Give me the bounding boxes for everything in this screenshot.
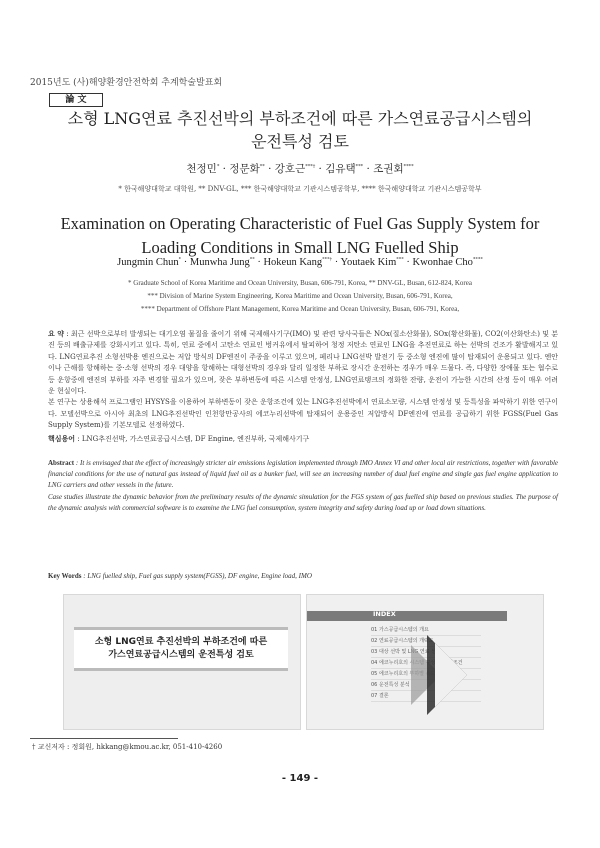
conference-header: 2015년도 (사)해양환경안전학회 추계학술발표회 xyxy=(30,78,223,88)
en-author: Munwha Jung xyxy=(189,257,250,268)
index-item: 03 대상 선박 및 LNG 연료 선정 xyxy=(371,647,481,658)
kr-authors: 천정민* · 정문화** · 강호근***† · 김유택*** · 조권회**** xyxy=(186,163,414,175)
index-item: 01 가스공급시스템의 개요 xyxy=(371,625,481,636)
kr-author: 정문화 xyxy=(229,163,260,175)
kr-abstract-para-1: : 최근 선박으로부터 발생되는 대기오염 물질을 줄이기 위해 국제해사기구(IMO) 및 관련 당사국들은 NOx(질소산화물), SOx(황산화물), CO2(이산화탄소) 및 분진 등의 배출규제를 강화시키고 있다. 특히, 연료 중에서 고탄소 연료인 벙커유에서 탈피하여 청정 저탄소 연료인 LNG을 추진연료로 하는 선박의 건조가 활발해지고 있다. LNG연료추진 소형선박용 엔진으로는 저압 방식의 DF엔진이 주종을 이루고 있으며, 페리나 LNG선박 발전기 등 중소형 엔진에 많이 탑재되어 운용되고 있다. 엔안이나 근해를 항해하는 중·소형 선박의 경우 대양을 항해하는 대형선박의 경우와 달리 일정한 부하로 장시간 운전하는 경우가 매우 드물다. 즉, 다양한 장애물 또는 협수로 등 운항중에 엔진의 부하를 자주 변경할 필요가 있으며, 잦은 부하변동에 따른 시스템 안정성, LNG연료탱크의 정화한 잔량, 운전이 가능한 시간의 산정 등이 매우 어려운 현실이다. xyxy=(48,330,558,396)
author-mark: ***† xyxy=(305,163,316,170)
en-author: Jungmin Chun xyxy=(117,257,179,268)
kr-title-line-2: 운전특성 검토 xyxy=(251,132,349,151)
en-author: Kwonhae Cho xyxy=(412,257,473,268)
en-abstract-para-1: : It is envisaged that the effect of increasingly stricter air emissions legislation implemented through IMO Annex VI and other local air restrictions, together with favorable financial conditions for the use of natural gas instead of liquid fuel oil as a bunker fuel, will see an increasing number of dual fuel engine and single gas fuel engine application to LNG carriers and other vessels in the future. xyxy=(48,459,559,490)
index-heading: INDEX xyxy=(373,610,396,618)
en-abstract xyxy=(48,458,558,514)
en-keywords-text: : LNG fuelled ship, Fuel gas supply system(FGSS), DF engine, Engine load, IMO xyxy=(83,572,312,580)
en-title-line-2: Loading Conditions in Small LNG Fuelled Ship xyxy=(141,238,459,257)
kr-abstract-label: 요 약 xyxy=(48,329,65,338)
en-authors: Jungmin Chun* · Munwha Jung** · Hokeun Kang***† · Youtaek Kim*** · Kwonhae Cho**** xyxy=(117,257,483,268)
index-header-bar xyxy=(307,611,507,621)
kr-abstract xyxy=(48,328,558,432)
kr-keywords-label: 핵심용어 xyxy=(48,434,76,443)
author-mark: ***† xyxy=(322,257,333,263)
index-item: 04 에코누리호의 시스템 구성 및 초기조건 xyxy=(371,658,481,669)
kr-title-line-1: 소형 LNG연료 추진선박의 부하조건에 따른 가스연료공급시스템의 xyxy=(67,109,533,128)
author-mark: **** xyxy=(403,163,414,170)
en-title-line-1: Examination on Operating Characteristic of Fuel Gas Supply System for xyxy=(60,214,540,233)
index-slide-image xyxy=(306,594,544,730)
page-number: - 149 - xyxy=(281,773,319,784)
en-abstract-label: Abstract xyxy=(48,459,75,467)
en-keywords xyxy=(48,572,312,580)
en-abstract-para-2: Case studies illustrate the dynamic behavior from the preliminary results of the dynamic simulation for the FGS system of gas fuelled ship based on previous studies. The purpose of the dynamic analysis with commercial software is to examine the LNG fuel consumption, system integrity and safety during load up or load down situations. xyxy=(48,492,558,512)
footnote-divider xyxy=(30,738,178,739)
title-slide-image xyxy=(63,594,301,730)
kr-keywords-text: : LNG추진선박, 가스연료공급시스템, DF Engine, 엔진부하, 국제해사기구 xyxy=(77,435,310,443)
kr-abstract-para-2: 본 연구는 상용해석 프로그램인 HYSYS을 이용하여 부하변동이 잦은 운항조건에 있는 LNG추진선박에서 연료소모량, 시스템 안정성 및 등특성을 파악하기 위한 연구이다. 모델선박으로 아시아 최초의 LNG추진선박인 인천항만공사의 에코누리선박에 탑재되어 운용중인 저압방식 DF엔진에 연료를 공급하기 위한 FGSS(Fuel Gas Supply System)를 기본모델로 선정하였다. xyxy=(48,398,558,430)
author-mark: * xyxy=(178,257,182,263)
author-mark: *** xyxy=(396,257,404,263)
index-item: 07 결론 xyxy=(371,691,481,702)
kr-keywords xyxy=(48,434,309,444)
en-affiliation-2: *** Division of Marine System Engineering, Korea Maritime and Ocean University, Busan, 606-791, Korea, xyxy=(147,292,453,300)
kr-author: 조권회 xyxy=(373,163,404,175)
en-affiliation-1: * Graduate School of Korea Maritime and Ocean University, Busan, 606-791, Korea, ** DNV-GL, Busan, 612-824, Korea xyxy=(128,279,472,287)
en-author: Hokeun Kang xyxy=(263,257,323,268)
kr-author: 강호근 xyxy=(274,163,306,175)
title-slide-line-1: 소형 LNG연료 추진선박의 부하조건에 따른 xyxy=(94,637,268,647)
index-item: 06 운전특성 분석 xyxy=(371,680,481,691)
author-mark: ** xyxy=(259,163,265,170)
kr-author: 천정민 xyxy=(186,163,217,175)
en-author: Youtaek Kim xyxy=(340,257,397,268)
index-item: 02 연료공급시스템의 개략도 xyxy=(371,636,481,647)
title-slide-box xyxy=(74,627,288,671)
kr-affiliation: * 한국해양대학교 대학원, ** DNV-GL, *** 한국해양대학교 기관시스템공학부, **** 한국해양대학교 기관시스템공학부 xyxy=(118,185,482,193)
en-keywords-label: Key Words xyxy=(48,572,82,580)
author-mark: **** xyxy=(472,257,483,263)
corresponding-author-footnote: † 교신저자 : 정회원, hkkang@kmou.ac.kr, 051-410-4260 xyxy=(32,743,223,751)
author-mark: ** xyxy=(249,257,255,263)
chevron-decoration xyxy=(435,643,467,707)
title-slide-line-2: 가스연료공급시스템의 운전특성 검토 xyxy=(108,650,254,660)
en-affiliation-3: **** Department of Offshore Plant Management, Korea Maritime and Ocean University, Busan, 606-791, Korea, xyxy=(140,305,460,313)
author-mark: * xyxy=(216,163,220,170)
paper-type-label: 論 文 xyxy=(49,93,103,107)
kr-author: 김유택 xyxy=(325,163,356,175)
index-item: 05 에코누리호의 부하별 속도 산출 xyxy=(371,669,481,680)
author-mark: *** xyxy=(355,163,364,170)
